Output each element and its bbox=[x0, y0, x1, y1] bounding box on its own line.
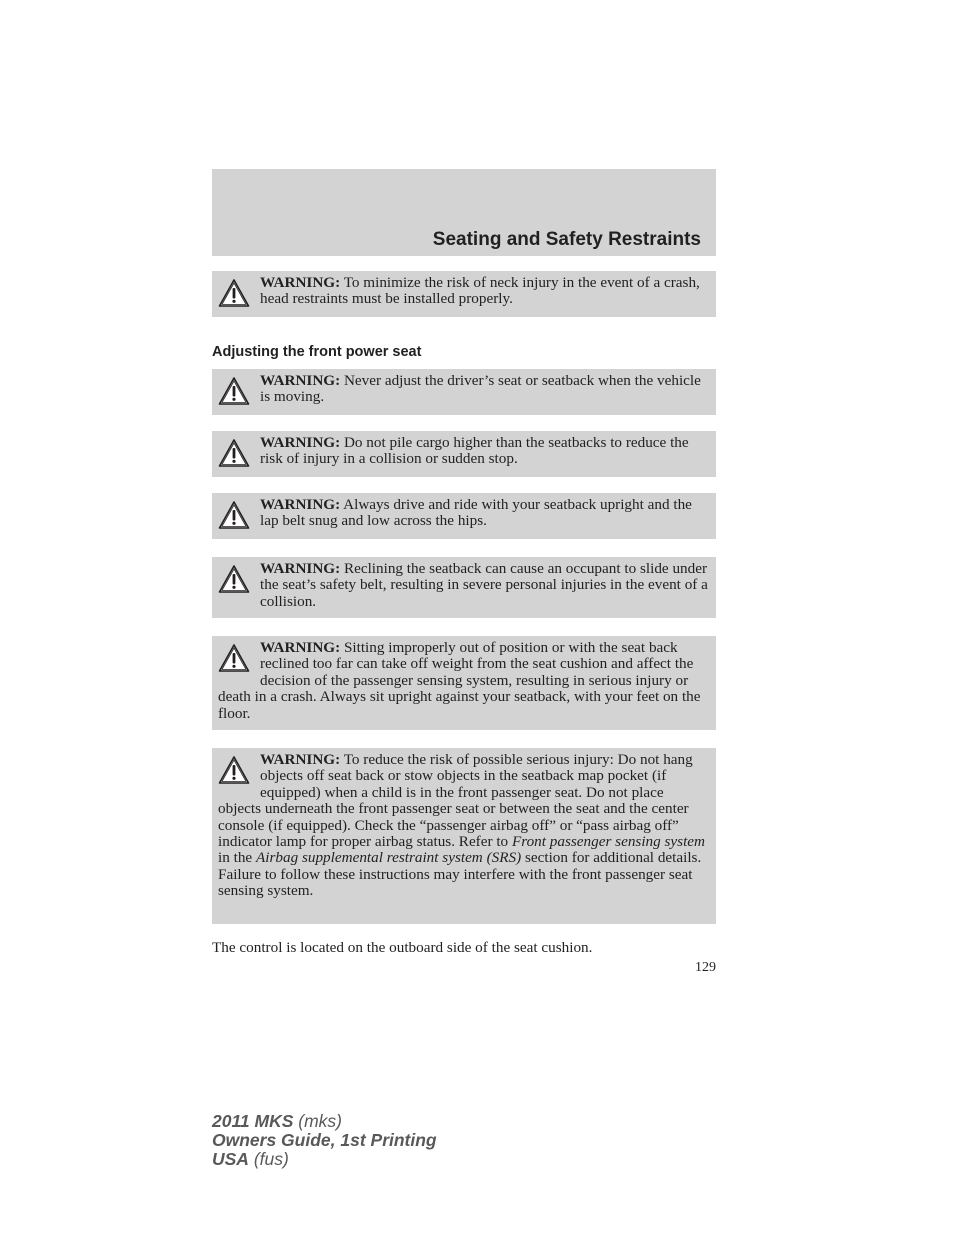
reference-airbag-srs: Airbag supplemental restraint system (SRS) bbox=[255, 849, 522, 867]
warning-box bbox=[212, 748, 716, 924]
footer-model-code: (mks) bbox=[298, 1111, 342, 1131]
section-header bbox=[212, 169, 716, 256]
warning-label: WARNING: bbox=[260, 639, 341, 656]
warning-text: section for additional details. Failure to follow these instructions may interfere with the front passenger seat sensing system. bbox=[218, 849, 702, 900]
footer-imprint bbox=[212, 1112, 437, 1170]
warning-box bbox=[212, 271, 716, 317]
footer-market-code: (fus) bbox=[253, 1149, 289, 1170]
footer-line-2 bbox=[212, 1131, 437, 1150]
warning-triangle-icon bbox=[218, 278, 250, 308]
warning-label: WARNING: bbox=[260, 274, 341, 291]
warning-triangle-icon bbox=[218, 500, 250, 530]
warning-text: Never adjust the driver’s seat or seatback when the vehicle is moving. bbox=[260, 372, 701, 406]
footer-line-1 bbox=[212, 1112, 437, 1131]
warning-label: WARNING: bbox=[260, 560, 341, 577]
warning-box bbox=[212, 369, 716, 415]
warning-label: WARNING: bbox=[260, 434, 341, 451]
footer-model: 2011 MKS bbox=[212, 1111, 294, 1131]
warning-text: To minimize the risk of neck injury in the event of a crash, head restraints must be installed properly. bbox=[260, 274, 700, 308]
warning-text: Always drive and ride with your seatback upright and the lap belt snug and low across the hips. bbox=[260, 496, 692, 530]
body-paragraph: The control is located on the outboard side of the seat cushion. bbox=[212, 939, 593, 956]
footer-market: USA bbox=[212, 1149, 249, 1170]
subheading: Adjusting the front power seat bbox=[212, 344, 422, 360]
warning-triangle-icon bbox=[218, 376, 250, 406]
section-title: Seating and Safety Restraints bbox=[432, 229, 701, 250]
warning-text: Reclining the seatback can cause an occupant to slide under the seat’s safety belt, resulting in severe personal injuries in the event of a collision. bbox=[260, 560, 708, 610]
warning-box bbox=[212, 431, 716, 477]
warning-triangle-icon bbox=[218, 564, 250, 594]
reference-front-passenger-sensing: Front passenger sensing system bbox=[511, 833, 706, 851]
warning-box bbox=[212, 636, 716, 730]
warning-triangle-icon bbox=[218, 438, 250, 468]
warning-triangle-icon bbox=[218, 643, 250, 673]
warning-text: in the bbox=[218, 849, 253, 867]
page-number: 129 bbox=[695, 960, 716, 975]
warning-label: WARNING: bbox=[260, 751, 341, 768]
warning-box bbox=[212, 493, 716, 539]
warning-label: WARNING: bbox=[260, 372, 341, 389]
warning-label: WARNING: bbox=[260, 496, 341, 513]
footer-line-3 bbox=[212, 1150, 437, 1169]
warning-text: To reduce the risk of possible serious injury: Do not hang objects off seat back or stow objects in the seatback map pocket (if equipped) when a child is in the front passenger seat. Do not place objects underneath the front passenger seat or between the seat and the center console (if equipped). Check the “passenger airbag off” or “pass airbag off” indicator lamp for proper airbag status. Refer to bbox=[218, 751, 693, 851]
warning-text: Do not pile cargo higher than the seatbacks to reduce the risk of injury in a collision or sudden stop. bbox=[260, 434, 689, 468]
warning-triangle-icon bbox=[218, 755, 250, 785]
warning-box bbox=[212, 557, 716, 618]
warning-text: Sitting improperly out of position or with the seat back reclined too far can take off weight from the seat cushion and affect the decision of the passenger sensing system, resulting in serious injury or death in a crash. Always sit upright against your seatback, with your feet on the floor. bbox=[218, 639, 701, 722]
footer-edition: Owners Guide, 1st Printing bbox=[212, 1130, 437, 1151]
